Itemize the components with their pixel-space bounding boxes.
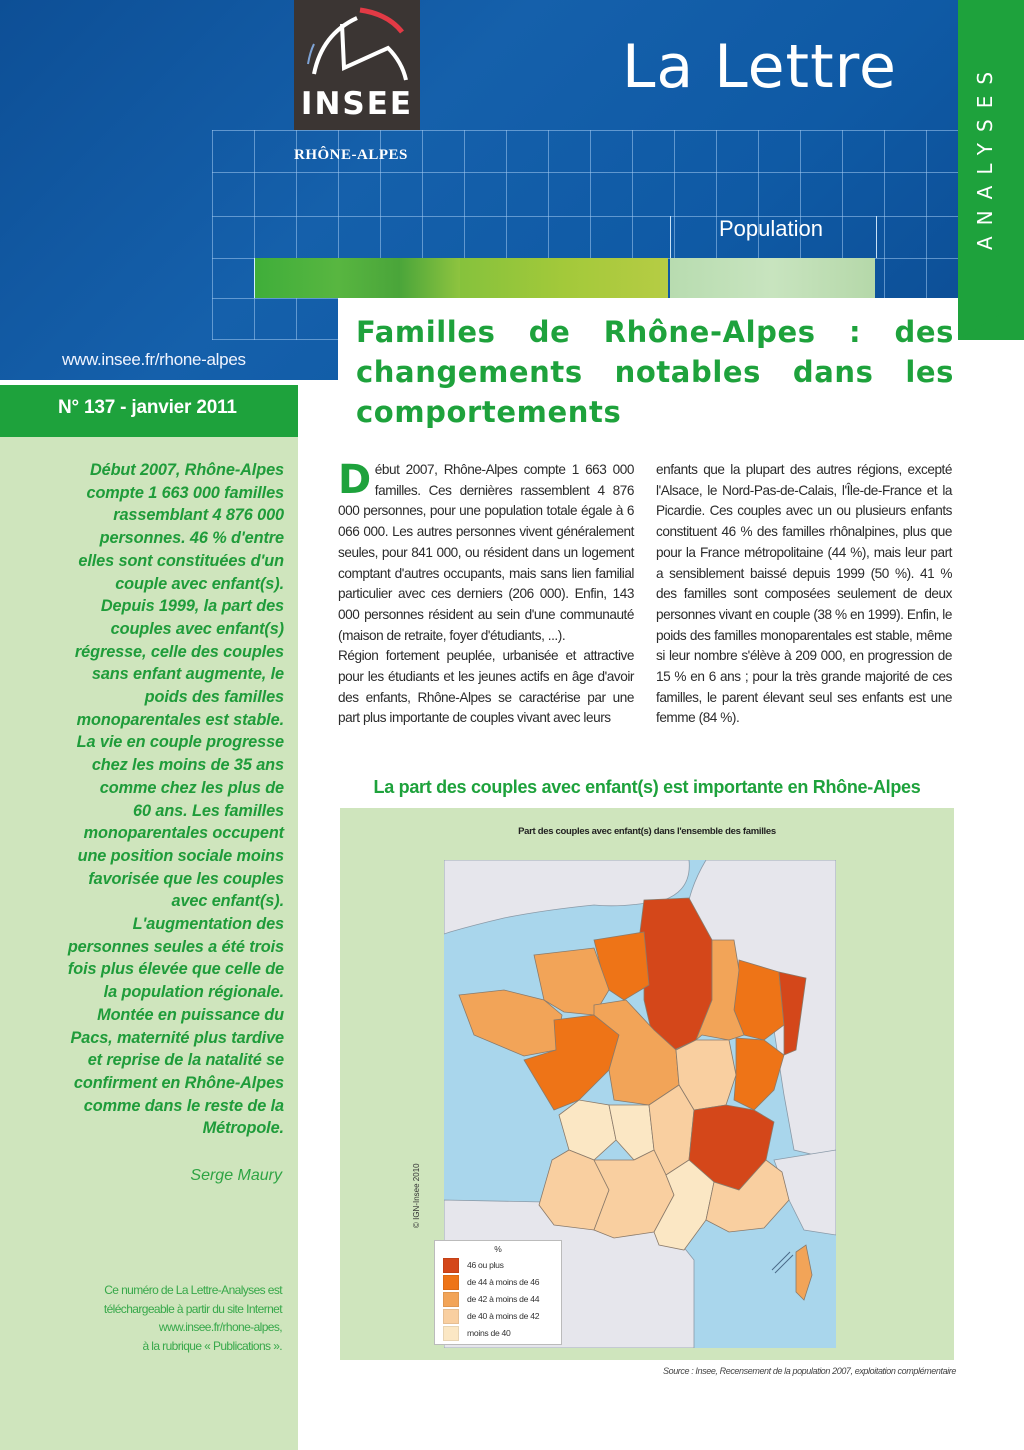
publication-title: La Lettre <box>622 32 897 102</box>
summary-line: personnes. 46 % d'entre <box>99 529 284 548</box>
summary-line: elles sont constituées d'un <box>78 551 284 570</box>
region-corse <box>796 1245 812 1300</box>
summary-line: Début 2007, Rhône-Alpes <box>89 461 284 479</box>
body-column-2 <box>656 460 952 729</box>
summary-line: avec enfant(s). <box>171 892 284 911</box>
summary-line: comme dans le reste de la <box>83 1096 284 1115</box>
summary-line: une position sociale moins <box>77 846 284 865</box>
paragraph-text: ébut 2007, Rhône-Alpes compte 1 663 000 familles. Ces dernières rassemblent 4 876 000 personnes, pour une population totale égale à 6 066 000. Les autres personnes vivent généralement seules, pour 841 000, ou résident dans un logement comptant d'autres occupants, mais sans lien familial particulier avec ces derniers (206 000). Enfin, 143 000 personnes résident au sein d'une communauté (maison de retraite, foyer d'étudiants, ...). <box>338 462 634 643</box>
paragraph: Région fortement peuplée, urbanisée et attractive pour les étudiants et les jeunes actifs en âge d'avoir des enfants, Rhône-Alpes se caractérise par une part plus importante de couples vivant avec leurs <box>338 648 634 726</box>
theme-box <box>670 216 877 258</box>
legend-label: 46 ou plus <box>467 1260 504 1270</box>
insee-logo-mark-icon <box>302 4 412 86</box>
summary-line: couple avec enfant(s). <box>115 574 284 593</box>
summary-line: compte 1 663 000 familles <box>86 483 284 502</box>
legend-item <box>443 1292 539 1306</box>
summary-line: personnes seules a été trois <box>67 937 284 956</box>
legend-label: moins de 40 <box>467 1328 511 1338</box>
summary-line: poids des familles <box>144 688 284 707</box>
download-note <box>62 1281 282 1355</box>
figure-title: La part des couples avec enfant(s) est importante en Rhône-Alpes <box>373 777 921 797</box>
legend-swatch <box>443 1275 459 1290</box>
summary-line: la population régionale. <box>103 983 284 1002</box>
region-name: RHÔNE-ALPES <box>294 147 408 163</box>
map-legend <box>434 1240 562 1345</box>
summary-line: comme chez les plus de <box>99 778 284 797</box>
summary-line: et reprise de la natalité se <box>87 1051 284 1070</box>
summary-line: favorisée que les couples <box>88 869 284 888</box>
drop-cap: D <box>338 457 371 503</box>
summary-line: confirment en Rhône-Alpes <box>73 1073 284 1092</box>
summary-line: Pacs, maternité plus tardive <box>70 1028 284 1047</box>
legend-swatch <box>443 1309 459 1324</box>
decorative-strip <box>460 258 668 298</box>
legend-item <box>443 1275 539 1289</box>
summary-line: L'augmentation des <box>132 915 284 934</box>
issue-number: N° 137 - janvier 2011 <box>58 397 237 418</box>
insee-logo <box>294 0 420 130</box>
decorative-strip <box>254 258 461 298</box>
summary-line: Depuis 1999, la part des <box>100 597 284 616</box>
summary-line: sans enfant augmente, le <box>91 665 284 684</box>
summary-line: rassemblant 4 876 000 <box>113 506 284 525</box>
note-line: Ce numéro de La Lettre-Analyses est <box>104 1283 282 1297</box>
legend-item <box>443 1326 511 1340</box>
decorative-strip <box>670 258 875 298</box>
legend-swatch <box>443 1258 459 1273</box>
summary-line: fois plus élevée que celle de <box>67 960 284 979</box>
figure-panel <box>340 808 954 1360</box>
summary-text <box>58 459 284 1140</box>
summary-line: Métropole. <box>202 1119 284 1138</box>
figure-source: Source : Insee, Recensement de la population 2007, exploitation complémentaire <box>662 1366 956 1376</box>
map-subtitle: Part des couples avec enfant(s) dans l'ensemble des familles <box>518 826 776 837</box>
region-limousin <box>609 1105 654 1160</box>
issue-bar <box>0 385 298 437</box>
legend-label: de 42 à moins de 44 <box>467 1294 540 1304</box>
series-band-tail <box>958 300 1024 340</box>
summary-sidebar <box>0 437 298 1450</box>
author: Serge Maury <box>190 1167 282 1184</box>
legend-unit: % <box>494 1244 502 1254</box>
paragraph: enfants que la plupart des autres régions, excepté l'Alsace, le Nord-Pas-de-Calais, l'Île-de-France et la Picardie. Ces couples avec un ou plusieurs enfants constituent 46 % des familles rhônalpines, plus que pour la France métropolitaine (44 %), mais leur part a sensiblement baissé depuis 1999 (50 %). 41 % des familles sont composées seulement de deux personnes vivant en couple (38 % en 1999). Enfin, le poids des familles monoparentales est stable, même si leur nombre s'élève à 209 000, en progression de 15 % en 6 ans ; pour la très grande majorité de ces familles, le parent élevant seul ses enfants est une femme (84 %). <box>656 462 952 726</box>
summary-line: 60 ans. Les familles <box>133 801 284 820</box>
note-link[interactable]: www.insee.fr/rhone-alpes, <box>158 1320 282 1334</box>
summary-line: chez les moins de 35 ans <box>91 756 284 775</box>
note-line: téléchargeable à partir du site Internet <box>103 1301 282 1316</box>
legend-item <box>443 1309 539 1323</box>
legend-swatch <box>443 1292 459 1307</box>
article-title: Familles de Rhône-Alpes : des changements notables dans les comportements <box>356 315 954 429</box>
legend-label: de 40 à moins de 42 <box>467 1311 540 1321</box>
summary-line: régresse, celle des couples <box>74 642 284 661</box>
summary-line: La vie en couple progresse <box>76 733 284 752</box>
summary-line: monoparentales occupent <box>83 824 284 843</box>
summary-line: couples avec enfant(s) <box>110 619 284 638</box>
legend-item <box>443 1258 504 1272</box>
summary-line: Montée en puissance du <box>97 1005 284 1024</box>
series-label: ANALYSES <box>973 60 997 250</box>
summary-line: monoparentales est stable. <box>76 710 284 729</box>
logo-text: INSEE <box>300 86 414 122</box>
theme-label: Population <box>719 216 823 241</box>
paragraph <box>338 457 634 646</box>
body-column-1 <box>338 457 634 729</box>
legend-swatch <box>443 1326 459 1341</box>
legend-label: de 44 à moins de 46 <box>467 1277 540 1287</box>
note-line: à la rubrique « Publications ». <box>142 1338 282 1353</box>
website-url[interactable]: www.insee.fr/rhone-alpes <box>62 350 246 369</box>
map-copyright: © IGN-Insee 2010 <box>412 1163 421 1228</box>
